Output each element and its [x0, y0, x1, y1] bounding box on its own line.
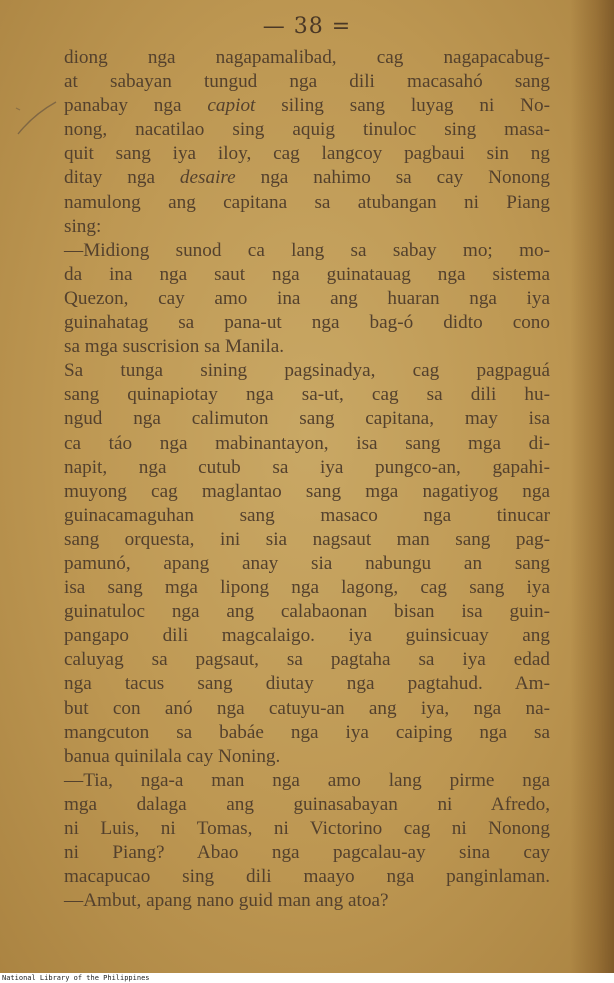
text-line: nga tacus sang diutay nga pagtahud. Am-: [64, 673, 550, 695]
text-segment: panabay nga: [64, 95, 208, 117]
text-segment: siling sang luyag ni No-: [255, 95, 550, 117]
text-line: guinatuloc nga ang calabaonan bisan isa guin-: [64, 601, 550, 623]
text-line: namulong ang capitana sa atubangan ni Piang: [64, 191, 550, 213]
page-number: — 38 =: [262, 14, 352, 39]
text-line: —Ambut, apang nano guid man ang atoa?: [64, 890, 389, 912]
text-line: mga dalaga ang guinasabayan ni Afredo,: [64, 793, 550, 815]
text-line: [64, 166, 550, 190]
text-line: —Midiong sunod ca lang sa sabay mo; mo-: [64, 239, 550, 261]
text-line: macapucao sing dili maayo nga panginlaman.: [64, 866, 550, 888]
text-line: nong, nacatilao sing aquig tinuloc sing masa-: [64, 119, 550, 141]
text-line: isa sang mga lipong nga lagong, cag sang iya: [64, 577, 550, 599]
text-line: but con anó nga catuyu-an ang iya, nga na-: [64, 697, 550, 719]
italic-word: desaire: [179, 167, 236, 189]
italic-word: capiot: [207, 95, 256, 117]
body-text: [64, 46, 550, 913]
text-line: sang orquesta, ini sia nagsaut man sang pag-: [64, 528, 550, 550]
text-line: mangcuton sa babáe nga iya caiping nga sa: [64, 721, 550, 743]
text-line: quit sang iya iloy, cag langcoy pagbaui sin ng: [64, 143, 550, 165]
text-line: diong nga nagapamalibad, cag nagapacabug-: [64, 47, 550, 68]
text-segment: nga nahimo sa cay Nonong: [235, 167, 550, 189]
text-line: pamunó, apang anay sia nabungu an sang: [64, 552, 550, 574]
text-line: napit, nga cutub sa iya pungco-an, gapahi-: [64, 456, 550, 478]
text-line: Sa tunga sining pagsinadya, cag pagpaguá: [64, 360, 550, 382]
text-line: ni Luis, ni Tomas, ni Victorino cag ni Nonong: [64, 818, 550, 839]
text-line: ni Piang? Abao nga pagcalau-ay sina cay: [64, 842, 550, 864]
text-line: ngud nga calimuton sang capitana, may isa: [64, 408, 550, 430]
text-line: pangapo dili magcalaigo. iya guinsicuay ang: [64, 625, 550, 647]
text-line: ca táo nga mabinantayon, isa sang mga di-: [64, 432, 550, 454]
text-line: —Tia, nga-a man nga amo lang pirme nga: [64, 769, 550, 791]
text-line: sa mga suscrision sa Manila.: [64, 336, 285, 358]
text-line: muyong cag maglantao sang mga nagatiyog nga: [64, 480, 550, 502]
text-line: Quezon, cay amo ina ang huaran nga iya: [64, 287, 550, 309]
text-line: [64, 94, 550, 118]
footer-credit: National Library of the Philippines: [2, 974, 150, 982]
text-line: guinacamaguhan sang masaco nga tinucar: [64, 504, 550, 526]
text-segment: ditay nga: [64, 167, 180, 189]
text-line: caluyag sa pagsaut, sa pagtaha sa iya edad: [64, 649, 550, 671]
text-line: banua quinilala cay Noning.: [64, 745, 281, 767]
text-line: sing:: [64, 215, 102, 237]
text-line: da ina nga saut nga guinatauag nga sistema: [64, 263, 550, 285]
page-spine-shadow: [570, 0, 614, 973]
text-line: guinahatag sa pana-ut nga bag-ó didto cono: [64, 312, 550, 334]
pen-mark-icon: [14, 98, 60, 138]
text-line: at sabayan tungud nga dili macasahó sang: [64, 71, 550, 93]
text-line: sang quinapiotay nga sa-ut, cag sa dili hu-: [64, 384, 550, 406]
